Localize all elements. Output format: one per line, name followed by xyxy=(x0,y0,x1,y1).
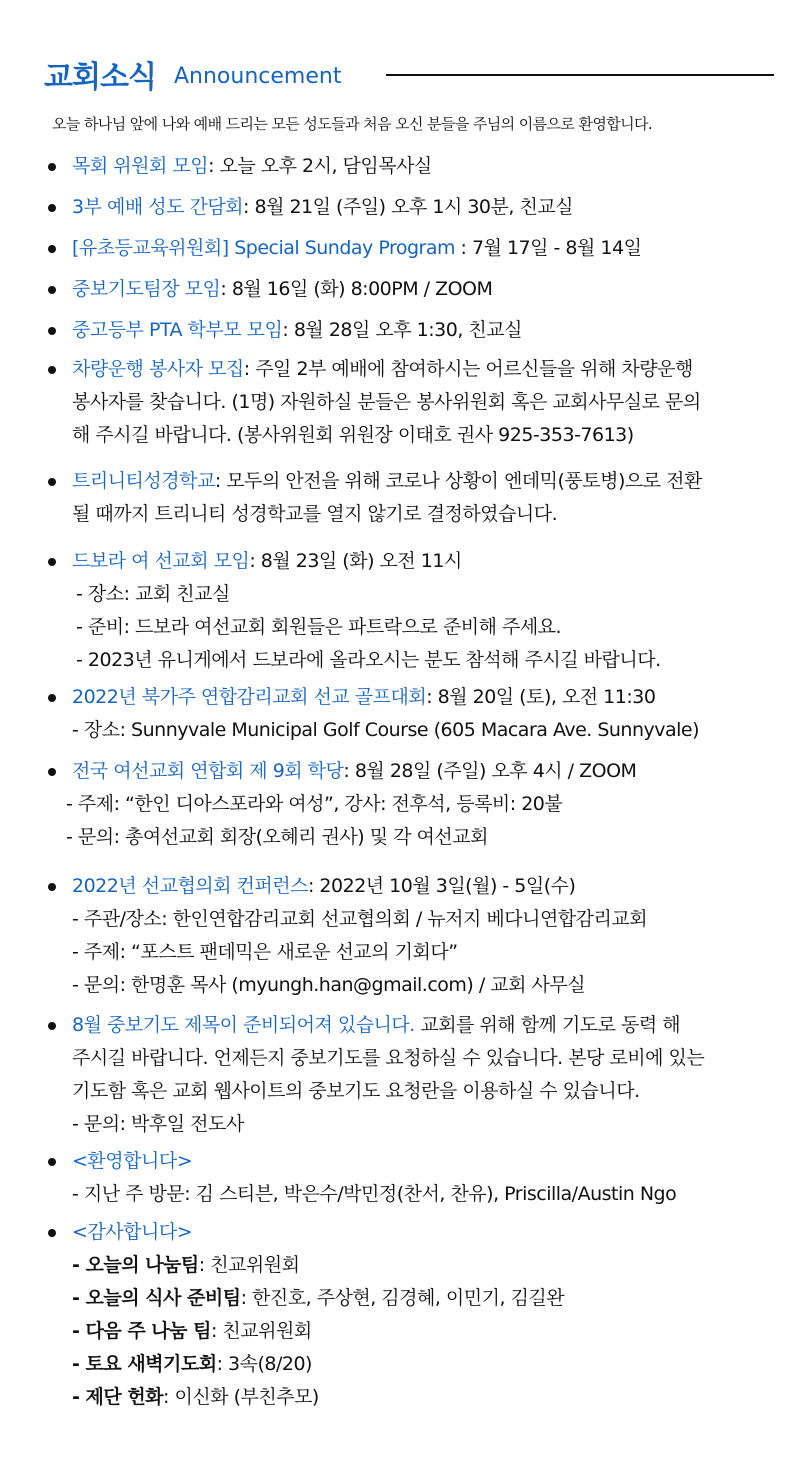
item-text-line: 봉사자를 찾습니다. (1명) 자원하실 분들은 봉사위원회 혹은 교회사무실로 문의 xyxy=(72,391,701,413)
thanks-value: : 이신화 (부친추모) xyxy=(163,1386,319,1408)
bullet-icon xyxy=(48,768,56,776)
item-detail: : 8월 20일 (토), 오전 11:30 xyxy=(426,686,656,708)
bullet-icon xyxy=(48,163,56,171)
thanks-line xyxy=(72,1348,772,1381)
bullet-icon xyxy=(48,883,56,891)
item-detail: : 8월 21일 (주일) 오후 1시 30분, 친교실 xyxy=(243,196,574,218)
bullet-icon xyxy=(48,366,56,374)
item-subline: - 2023년 유니게에서 드보라에 올라오시는 분도 참석해 주시길 바랍니다. xyxy=(76,649,661,671)
thanks-line xyxy=(72,1282,772,1315)
welcome-message: 오늘 하나님 앞에 나와 예배 드리는 모든 성도들과 처음 오신 분들을 주님의 이름으로 환영합니다. xyxy=(52,115,653,133)
item-subline: - 지난 주 방문: 김 스티븐, 박은수/박민정(찬서, 찬유), Priscilla/Austin Ngo xyxy=(72,1183,677,1205)
thanks-label: - 오늘의 식사 준비팀 xyxy=(72,1287,241,1309)
item-detail: : 주일 2부 예배에 참여하시는 어르신들을 위해 차량운행 xyxy=(243,358,693,380)
item-title: <감사합니다> xyxy=(72,1221,193,1243)
page-title: 교회소식 xyxy=(44,60,156,95)
list-item xyxy=(72,1216,772,1414)
item-text-line: 주시길 바랍니다. 언제든지 중보기도를 요청하실 수 있습니다. 본당 로비에 있는 xyxy=(72,1047,705,1069)
list-item xyxy=(72,353,772,452)
bullet-icon xyxy=(48,558,56,566)
list-item xyxy=(66,755,772,854)
item-title: <환영합니다> xyxy=(72,1150,193,1172)
item-title: 2022년 선교협의회 컨퍼런스 xyxy=(72,875,308,897)
item-title: 드보라 여 선교회 모임 xyxy=(72,550,250,572)
thanks-label: - 오늘의 나눔팀 xyxy=(72,1254,199,1276)
item-title: 2022년 북가주 연합감리교회 선교 골프대회 xyxy=(72,686,427,708)
thanks-value: : 한진호, 주상현, 김경혜, 이민기, 김길완 xyxy=(240,1287,565,1309)
item-text-line: - 문의: 박후일 전도사 xyxy=(72,1113,244,1135)
item-subline: - 문의: 한명훈 목사 (myungh.han@gmail.com) / 교회 사무실 xyxy=(72,974,586,996)
item-title: 3부 예배 성도 간담회 xyxy=(72,196,244,218)
bullet-icon xyxy=(48,204,56,212)
item-text-line: 될 때까지 트리니티 성경학교를 열지 않기로 결정하였습니다. xyxy=(72,503,558,525)
item-detail: 교회를 위해 함께 기도로 동력 해 xyxy=(414,1014,681,1036)
bullet-icon xyxy=(48,1158,56,1166)
item-title: 차량운행 봉사자 모집 xyxy=(72,358,244,380)
thanks-value: : 친교위원회 xyxy=(198,1254,300,1276)
item-detail: : 8월 16일 (화) 8:00PM / ZOOM xyxy=(220,278,493,300)
item-detail: : 8월 28일 오후 1:30, 친교실 xyxy=(282,319,522,341)
list-item xyxy=(72,314,772,347)
item-title: 중보기도팀장 모임 xyxy=(72,278,221,300)
thanks-label: - 다음 주 나눔 팀 xyxy=(72,1320,211,1342)
thanks-label: - 토요 새벽기도회 xyxy=(72,1353,217,1375)
list-item xyxy=(72,150,772,183)
item-subline: - 주관/장소: 한인연합감리교회 선교협의회 / 뉴저지 베다니연합감리교회 xyxy=(72,908,648,930)
list-item xyxy=(72,1145,772,1211)
item-title: 8월 중보기도 제목이 준비되어져 있습니다. xyxy=(72,1014,415,1036)
page-subtitle: Announcement xyxy=(174,64,342,89)
item-title: [유초등교육위원회] Special Sunday Program xyxy=(72,237,455,259)
thanks-line xyxy=(72,1315,772,1348)
thanks-line xyxy=(72,1249,772,1282)
item-subline: - 장소: 교회 친교실 xyxy=(76,583,230,605)
item-text-line: 해 주시길 바랍니다. (봉사위원회 위원장 이태호 권사 925-353-7613) xyxy=(72,424,634,446)
item-subline: - 문의: 총여선교회 회장(오혜리 권사) 및 각 여선교회 xyxy=(66,826,488,848)
list-item xyxy=(72,545,772,677)
bullet-icon xyxy=(48,1022,56,1030)
item-detail: : 2022년 10월 3일(월) - 5일(수) xyxy=(307,875,576,897)
item-detail: : 모두의 안전을 위해 코로나 상황이 엔데믹(풍토병)으로 전환 xyxy=(214,470,702,492)
item-subline: - 주제: “한인 디아스포라와 여성”, 강사: 전후석, 등록비: 20불 xyxy=(66,793,563,815)
list-item xyxy=(72,191,772,224)
item-title: 트리니티성경학교 xyxy=(72,470,215,492)
list-item xyxy=(72,465,772,531)
bullet-icon xyxy=(48,286,56,294)
item-text-line: 기도함 혹은 교회 웹사이트의 중보기도 요청란을 이용하실 수 있습니다. xyxy=(72,1080,640,1102)
bullet-icon xyxy=(48,327,56,335)
list-item xyxy=(72,870,772,1002)
item-detail: : 오늘 오후 2시, 담임목사실 xyxy=(208,155,432,177)
thanks-value: : 3속(8/20) xyxy=(216,1353,312,1375)
bullet-icon xyxy=(48,694,56,702)
list-item xyxy=(72,681,772,747)
list-item xyxy=(72,1009,772,1141)
item-detail: : 7월 17일 - 8월 14일 xyxy=(455,237,642,259)
bullet-icon xyxy=(48,478,56,486)
item-subline: - 준비: 드보라 여선교회 회원들은 파트락으로 준비해 주세요. xyxy=(76,616,562,638)
item-title: 목회 위원회 모임 xyxy=(72,155,209,177)
list-item xyxy=(72,232,772,265)
header xyxy=(44,52,774,102)
thanks-label: - 제단 헌화 xyxy=(72,1386,164,1408)
bullet-icon xyxy=(48,245,56,253)
list-item xyxy=(72,273,772,306)
thanks-value: : 친교위원회 xyxy=(210,1320,312,1342)
item-detail: : 8월 28일 (주일) 오후 4시 / ZOOM xyxy=(343,760,637,782)
thanks-line xyxy=(72,1381,772,1414)
title-divider xyxy=(386,74,774,76)
item-subline: - 주제: “포스트 팬데믹은 새로운 선교의 기회다” xyxy=(72,941,458,963)
item-detail: : 8월 23일 (화) 오전 11시 xyxy=(249,550,462,572)
bullet-icon xyxy=(48,1229,56,1237)
item-subline: - 장소: Sunnyvale Municipal Golf Course (605 Macara Ave. Sunnyvale) xyxy=(72,719,700,741)
item-title: 전국 여선교회 연합회 제 9회 학당 xyxy=(72,760,344,782)
item-title: 중고등부 PTA 학부모 모임 xyxy=(72,319,283,341)
